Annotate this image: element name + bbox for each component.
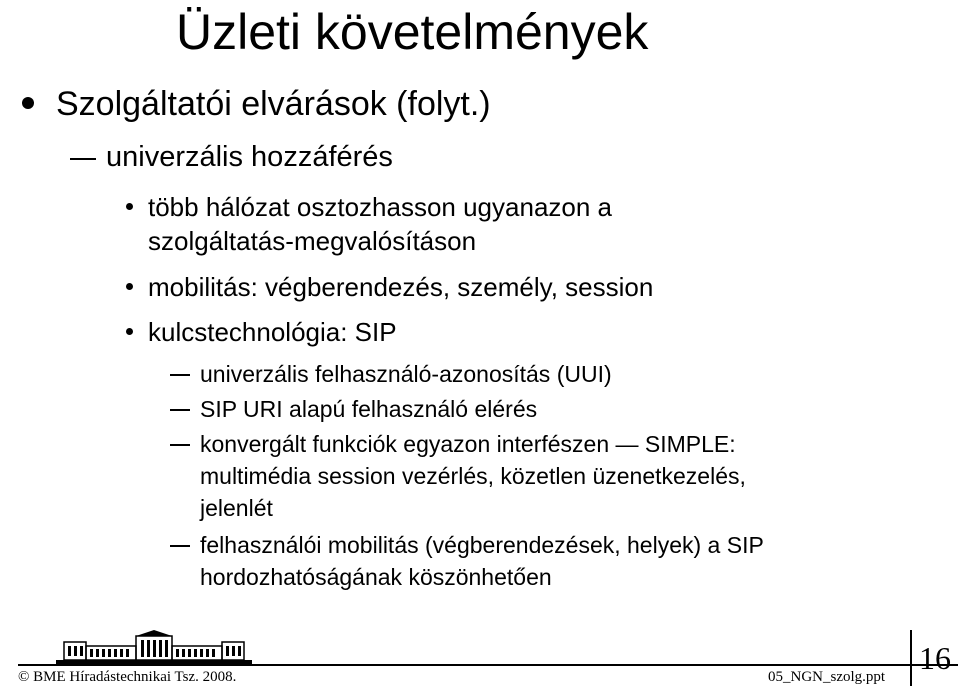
footer-copyright: © BME Híradástechnikai Tsz. 2008.: [18, 669, 237, 685]
bullet-level4: konvergált funkciók egyazon interfészen — SIMPLE:: [200, 431, 736, 457]
bullet-level4-cont: hordozhatóságának köszönhetően: [200, 564, 552, 590]
dash-icon: [170, 409, 190, 411]
bullet-level4-cont: jelenlét: [200, 495, 273, 521]
bme-building-logo-icon: [56, 630, 252, 664]
bullet-dot-icon: [22, 97, 34, 109]
bullet-dot-icon: [126, 283, 133, 290]
bullet-level4-cont: multimédia session vezérlés, közetlen üzenetkezelés,: [200, 463, 746, 489]
dash-icon: [70, 158, 96, 160]
bullet-level4: felhasználói mobilitás (végberendezések, helyek) a SIP: [200, 532, 764, 558]
bullet-level3: kulcstechnológia: SIP: [148, 317, 397, 347]
bullet-level4: univerzális felhasználó-azonosítás (UUI): [200, 361, 612, 387]
footer-divider: [18, 664, 958, 666]
bullet-level1: Szolgáltatói elvárások (folyt.): [56, 85, 491, 123]
slide-title: Üzleti követelmények: [176, 4, 649, 60]
bullet-level3: mobilitás: végberendezés, személy, session: [148, 272, 654, 302]
dash-icon: [170, 444, 190, 446]
bullet-level3: több hálózat osztozhasson ugyanazon a: [148, 192, 613, 222]
bullet-dot-icon: [126, 328, 133, 335]
bullet-level2: univerzális hozzáférés: [106, 141, 393, 173]
bullet-level4: SIP URI alapú felhasználó elérés: [200, 396, 538, 422]
page-number: 16: [910, 630, 958, 686]
bullet-dot-icon: [126, 203, 133, 210]
footer-filename: 05_NGN_szolg.ppt: [768, 669, 886, 685]
bullet-level3-cont: szolgáltatás-megvalósításon: [148, 226, 477, 256]
dash-icon: [170, 545, 190, 547]
dash-icon: [170, 374, 190, 376]
